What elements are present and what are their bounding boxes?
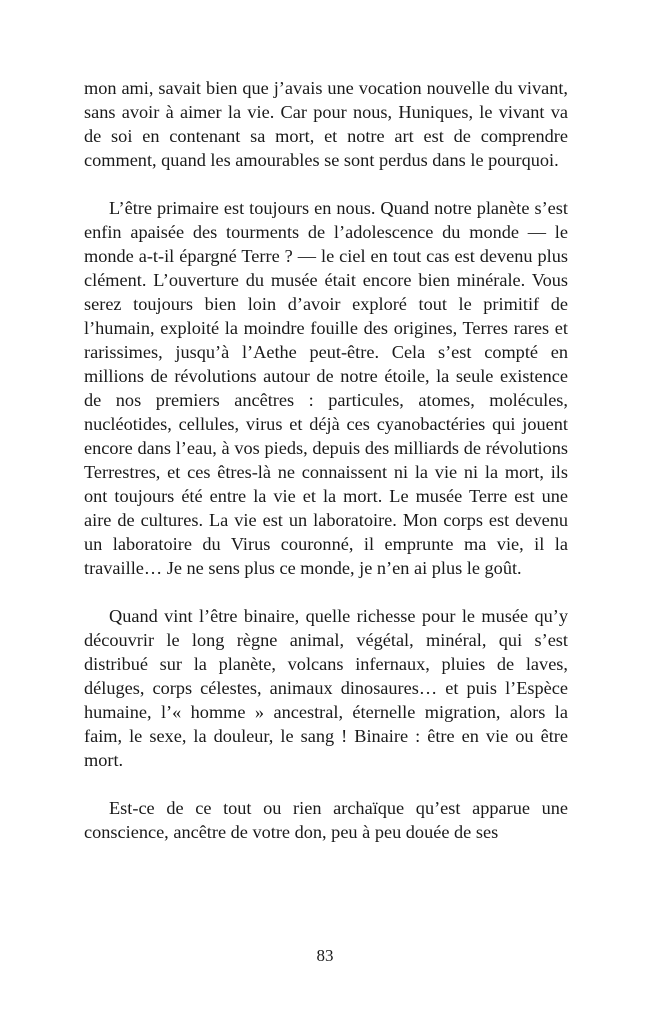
paragraph-1: mon ami, savait bien que j’avais une vocation nouvelle du vivant, sans avoir à aimer la vie. Car pour nous, Huniques, le vivant va de soi en contenant sa mort, et notre art est de comprendre comment, quand les amourables se sont perdus dans le pourquoi. xyxy=(84,78,568,170)
paragraph-3: Quand vint l’être binaire, quelle richesse pour le musée qu’y découvrir le long règne animal, végétal, minéral, qui s’est distribué sur la planète, volcans infernaux, pluies de laves, déluges, corps célestes, animaux dinosaures… et puis l’Espèce humaine, l’« homme » ancestral, éternelle migration, alors la faim, le sexe, la douleur, le sang ! Binaire : être en vie ou être mort. xyxy=(84,606,568,770)
page-number: 83 xyxy=(316,946,334,965)
page-body xyxy=(84,76,568,868)
paragraph-2: L’être primaire est toujours en nous. Quand notre planète s’est enfin apaisée des tourments de l’adolescence du monde — le monde a-t-il épargné Terre ? — le ciel en tout cas est devenu plus clément. L’ouverture du musée était encore bien minérale. Vous serez toujours bien loin d’avoir exploré tout le primitif de l’humain, exploité la moindre fouille des origines, Terres rares et rarissimes, jusqu’à l’Aethe peut-être. Cela s’est compté en millions de révolutions autour de notre étoile, la seule existence de nos premiers ancêtres : particules, atomes, molécules, nucléotides, cellules, virus et déjà ces cyanobactéries qui jouent encore dans l’eau, à vos pieds, depuis des milliards de révolutions Terrestres, et ces êtres-là ne connaissent ni la vie ni la mort, ils ont toujours été entre la vie et la mort. Le musée Terre est une aire de cultures. La vie est un laboratoire. Mon corps est devenu un laboratoire du Virus couronné, il emprunte ma vie, il la travaille… Je ne sens plus ce monde, je n’en ai plus le goût. xyxy=(84,198,568,578)
paragraph-4: Est-ce de ce tout ou rien archaïque qu’est apparue une conscience, ancêtre de votre don, peu à peu douée de ses xyxy=(84,798,568,842)
